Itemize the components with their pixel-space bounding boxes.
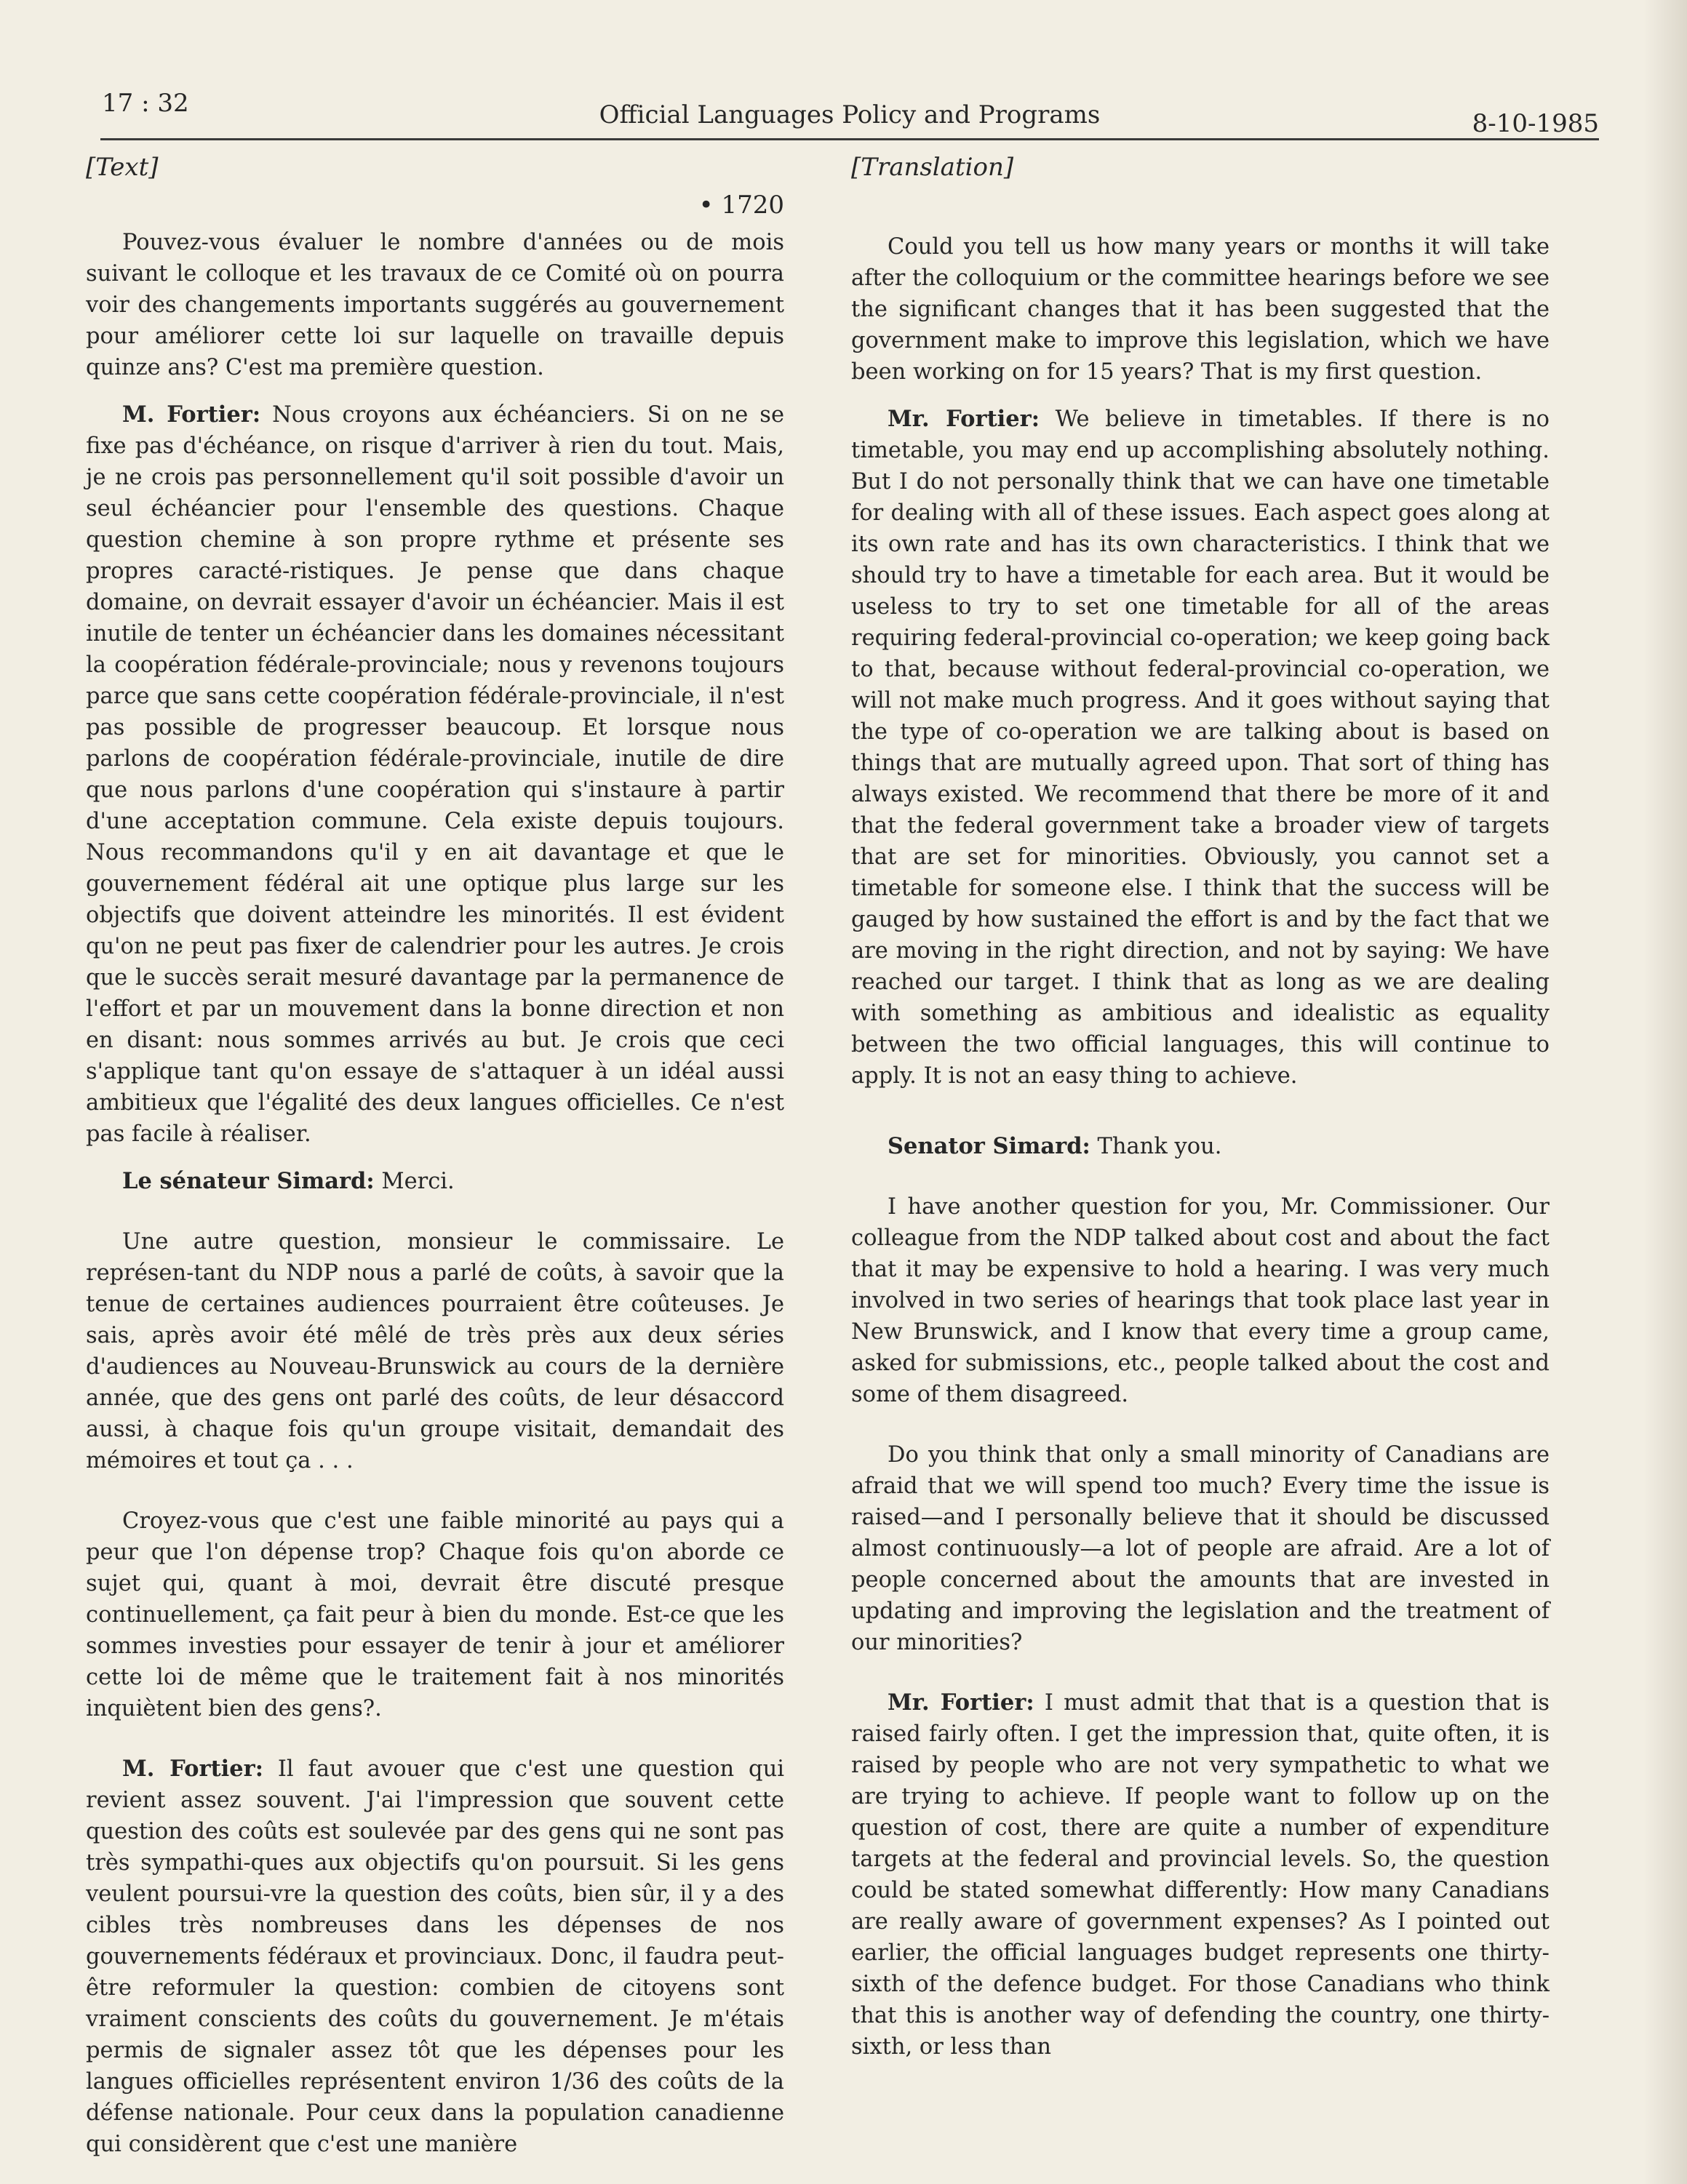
page-title: Official Languages Policy and Programs [599,100,1101,129]
paragraph: M. Fortier: Nous croyons aux échéanciers. Si on ne se fixe pas d'échéance, on risque d'arriver à rien du tout. Mais, je ne crois pas personnellement qu'il soit possible d'avoir un seul échéancier pour l'ensemble des questions. Chaque question chemine à son propre rythme et présente ses propres caracté-ristiques. Je pense que dans chaque domaine, on devrait essayer d'avoir un échéancier. Mais il est inutile de tenter un échéancier dans les domaines nécessitant la coopération fédérale-provinciale; nous y revenons toujours parce que sans cette coopération fédérale-provinciale, il n'est pas possible de progresser beaucoup. Et lorsque nous parlons de coopération fédérale-provinciale, inutile de dire que nous parlons d'une coopération qui s'instaure à partir d'une acceptation commune. Cela existe depuis toujours. Nous recommandons qu'il y en ait davantage et que le gouvernement fédéral ait une optique plus large sur les objectifs que doivent atteindre les minorités. Il est évident qu'on ne peut pas fixer de calendrier pour les autres. Je crois que le succès serait mesuré davantage par la permanence de l'effort et par un mouvement dans la bonne direction et non en disant: nous sommes arrivés au but. Je crois que ceci s'applique tant qu'on essaye de s'attaquer à un idéal aussi ambitieux que l'égalité des deux langues officielles. Ce n'est pas facile à réaliser. [86,401,784,1147]
translation-label: [Translation] [851,153,1014,182]
paragraph: I have another question for you, Mr. Commissioner. Our colleague from the NDP talked about cost and about the fact that it may be expensive to hold a hearing. I was very much involved in two series of hearings that took place last year in New Brunswick, and I know that every time a group came, asked for submissions, etc., people talked about the cost and some of them disagreed. [851,1194,1550,1407]
page-date: 8-10-1985 [1472,109,1599,138]
speaker-name: M. Fortier: [122,1756,263,1782]
speaker-name: Mr. Fortier: [888,1689,1034,1716]
page-header [100,80,1599,140]
french-column [86,153,784,2160]
paragraph: Pouvez-vous évaluer le nombre d'années ou de mois suivant le colloque et les travaux de ce Comité où on pourra voir des changements importants suggérés au gouvernement pour améliorer cette loi sur laquelle on travaille depuis quinze ans? C'est ma première question. [86,230,784,380]
paragraph: Le sénateur Simard: Merci. [122,1168,455,1194]
text-label: [Text] [86,153,159,182]
speaker-name: Mr. Fortier: [888,406,1040,432]
paragraph: Une autre question, monsieur le commissaire. Le représen-tant du NDP nous a parlé de coûts, à savoir que la tenue de certaines audiences pourraient être coûteuses. Je sais, après avoir été mêlé de très près aux deux séries d'audiences au Nouveau-Brunswick au cours de la dernière année, que des gens ont parlé des coûts, de leur désaccord aussi, à chaque fois qu'un groupe visitait, demandait des mémoires et tout ça . . . [86,1229,784,1473]
paragraph: Do you think that only a small minority of Canadians are afraid that we will spend too much? Every time the issue is raised—and I personally believe that it should be discussed almost continuously—a lot of people are afraid. Are a lot of people concerned about the amounts that are invested in updating and improving the legislation and the treatment of our minorities? [851,1442,1550,1655]
english-column [851,153,1550,2063]
timecode: • 1720 [698,191,784,220]
speaker-name: M. Fortier: [122,401,261,428]
paragraph: Croyez-vous que c'est une faible minorité au pays qui a peur que l'on dépense trop? Chaque fois qu'on aborde ce sujet qui, quant à moi, devrait être discuté presque continuellement, ça fait peur à bien du monde. Est-ce que les sommes investies pour essayer de tenir à jour et améliorer cette loi de même que le traitement fait à nos minorités inquiètent bien des gens?. [86,1508,784,1721]
page-edge-shadow [1643,0,1687,2184]
page-number: 17 : 32 [102,89,189,118]
paragraph: Senator Simard: Thank you. [888,1133,1222,1159]
paragraph: Mr. Fortier: I must admit that that is a question that is raised fairly often. I get the impression that, quite often, it is raised by people who are not very sympathetic to what we are trying to achieve. If people want to follow up on the question of cost, there are quite a number of expenditure targets at the federal and provincial levels. So, the question could be stated somewhat differently: How many Canadians are really aware of government expenses? As I pointed out earlier, the official languages budget represents one thirty-sixth of the defence budget. For those Canadians who think that this is another way of defending the country, one thirty-sixth, or less than [851,1689,1550,2060]
paragraph: Mr. Fortier: We believe in timetables. If there is no timetable, you may end up accomplishing absolutely nothing. But I do not personally think that we can have one timetable for dealing with all of these issues. Each aspect goes along at its own rate and has its own characteristics. I think that we should try to have a timetable for each area. But it would be useless to try to set one timetable for all of the areas requiring federal-provincial co-operation; we keep going back to that, because without federal-provincial co-operation, we will not make much progress. And it goes without saying that the type of co-operation we are talking about is based on things that are mutually agreed upon. That sort of thing has always existed. We recommend that there be more of it and that the federal government take a broader view of targets that are set for minorities. Obviously, you cannot set a timetable for someone else. I think that the success will be gauged by how sustained the effort is and by the fact that we are moving in the right direction, and not by saying: We have reached our target. I think that as long as we are dealing with something as ambitious and idealistic as equality between the two official languages, this will continue to apply. It is not an easy thing to achieve. [851,406,1550,1089]
paragraph: M. Fortier: Il faut avouer que c'est une question qui revient assez souvent. J'ai l'impression que souvent cette question des coûts est soulevée par des gens qui ne sont pas très sympathi-ques aux objectifs qu'on poursuit. Si les gens veulent poursui-vre la question des coûts, bien sûr, il y a des cibles très nombreuses dans les dépenses de nos gouvernements fédéraux et provinciaux. Donc, il faudra peut-être reformuler la question: combien de citoyens sont vraiment conscients des coûts du gouvernement. Je m'étais permis de signaler assez tôt que les dépenses pour les langues officielles représentent environ 1/36 des coûts de la défense nationale. Pour ceux dans la population canadienne qui considèrent que c'est une manière [86,1756,784,2157]
speaker-name: Senator Simard: [888,1133,1090,1159]
paragraph: Could you tell us how many years or months it will take after the colloquium or the committee hearings before we see the significant changes that it has been suggested that the government make to improve this legislation, which we have been working on for 15 years? That is my first question. [851,234,1550,385]
speaker-name: Le sénateur Simard: [122,1168,375,1194]
